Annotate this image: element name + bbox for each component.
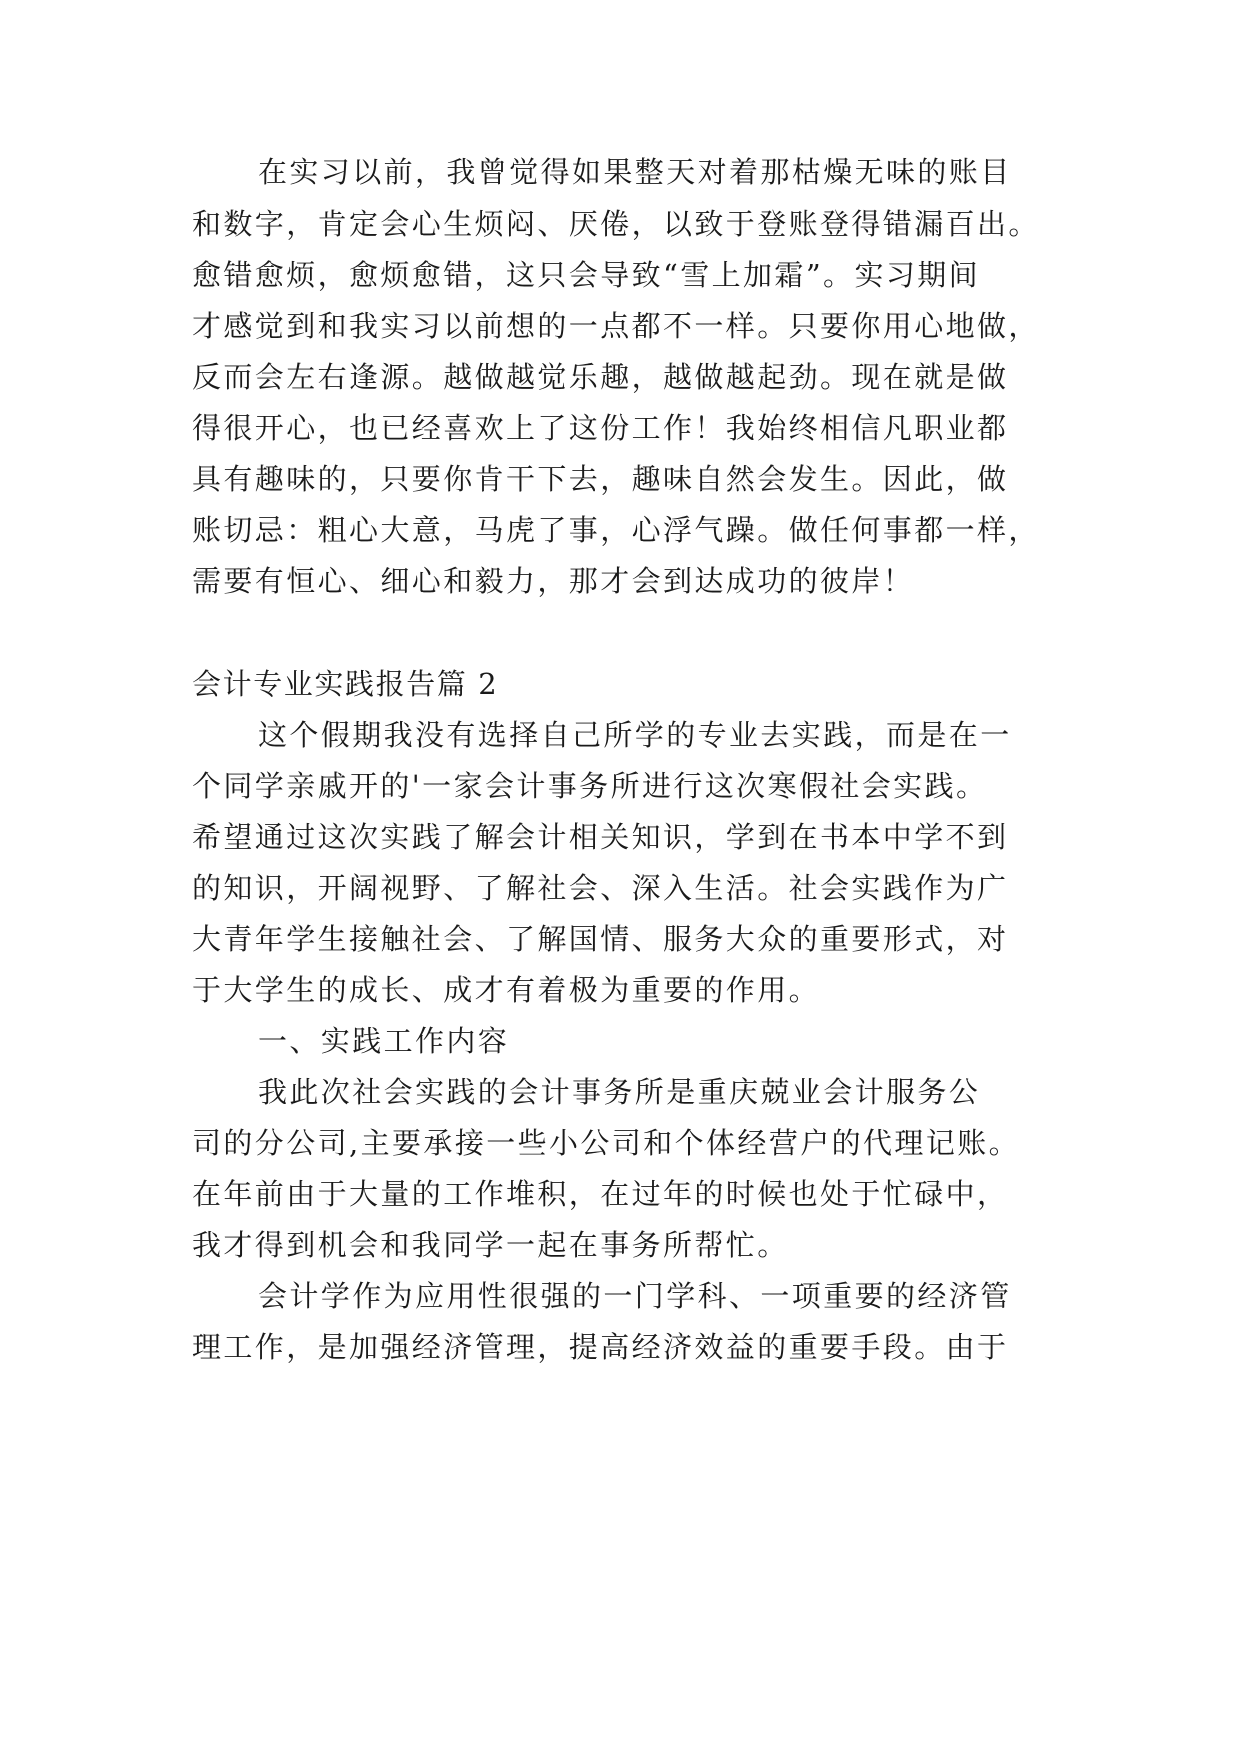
section-title: 会计专业实践报告篇 2 [192,667,499,701]
paragraph-3-line-4: 我才得到机会和我同学一起在事务所帮忙。 [192,1228,789,1262]
paragraph-1-line-7: 具有趣味的，只要你肯干下去，趣味自然会发生。因此，做 [192,462,1009,496]
paragraph-3-line-3: 在年前由于大量的工作堆积，在过年的时候也处于忙碌中， [192,1177,1009,1211]
paragraph-1-line-2: 和数字，肯定会心生烦闷、厌倦，以致于登账登得错漏百出。 [192,207,1040,241]
paragraph-4-line-2: 理工作，是加强经济管理，提高经济效益的重要手段。由于 [192,1330,1009,1364]
paragraph-2-line-4: 的知识，开阔视野、了解社会、深入生活。社会实践作为广 [192,871,1009,905]
paragraph-1-line-6: 得很开心，也已经喜欢上了这份工作！我始终相信凡职业都 [192,411,1009,445]
paragraph-4-line-1: 会计学作为应用性很强的一门学科、一项重要的经济管 [258,1279,1012,1313]
paragraph-1-line-8: 账切忌：粗心大意，马虎了事，心浮气躁。做任何事都一样， [192,513,1040,547]
paragraph-1-line-4: 才感觉到和我实习以前想的一点都不一样。只要你用心地做， [192,309,1040,343]
paragraph-1-line-9: 需要有恒心、细心和毅力，那才会到达成功的彼岸！ [192,564,915,598]
paragraph-3-line-1: 我此次社会实践的会计事务所是重庆兢业会计服务公 [258,1075,981,1109]
paragraph-2-line-1: 这个假期我没有选择自己所学的专业去实践，而是在一 [258,718,1012,752]
paragraph-2-line-3: 希望通过这次实践了解会计相关知识，学到在书本中学不到 [192,820,1009,854]
paragraph-2-line-6: 于大学生的成长、成才有着极为重要的作用。 [192,973,821,1007]
paragraph-2-line-5: 大青年学生接触社会、了解国情、服务大众的重要形式，对 [192,922,1009,956]
paragraph-1-line-3: 愈错愈烦，愈烦愈错，这只会导致“雪上加霜”。实习期间 [192,258,981,292]
paragraph-1-line-1: 在实习以前，我曾觉得如果整天对着那枯燥无味的账目 [258,155,1012,189]
paragraph-3-line-2: 司的分公司,主要承接一些小公司和个体经营户的代理记账。 [192,1126,1021,1160]
paragraph-2-line-2: 个同学亲戚开的'一家会计事务所进行这次寒假社会实践。 [192,769,988,803]
paragraph-1-line-5: 反而会左右逢源。越做越觉乐趣，越做越起劲。现在就是做 [192,360,1009,394]
subheading: 一、实践工作内容 [258,1024,510,1058]
